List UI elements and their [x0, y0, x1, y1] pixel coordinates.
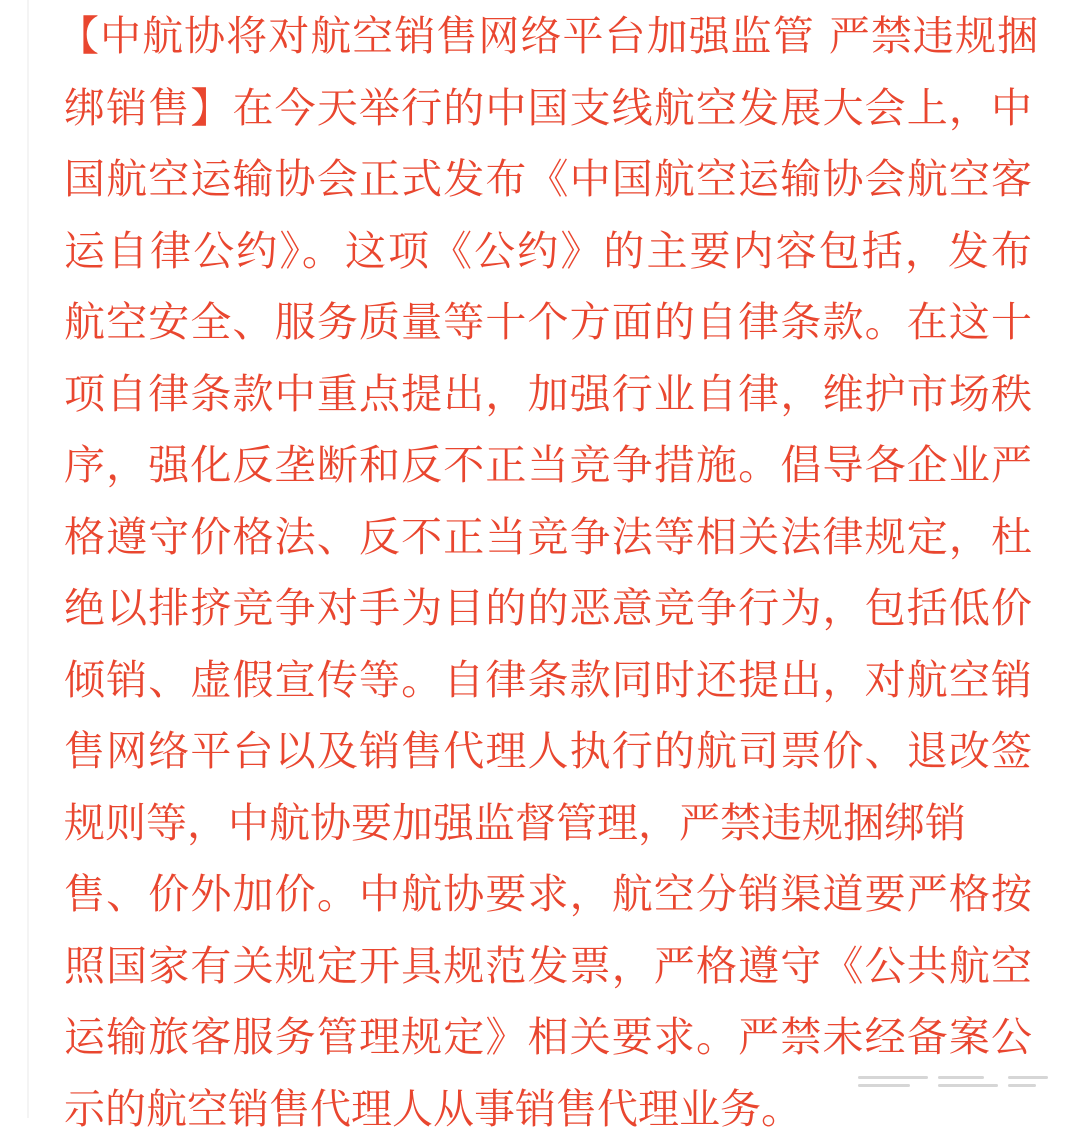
article-line-6: 项自律条款中重点提出，加强行业自律，维护市场秩 [64, 358, 1032, 430]
article-line-9: 绝以排挤竞争对手为目的的恶意竞争行为，包括低价 [64, 572, 1032, 644]
article-line-8: 格遵守价格法、反不正当竞争法等相关法律规定，杜 [64, 501, 1032, 573]
watermark-bars-icon-3 [1008, 1076, 1048, 1087]
article-line-14: 照国家有关规定开具规范发票，严格遵守《公共航空 [64, 930, 1032, 1002]
article-body [64, 0, 1032, 1144]
article-line-2: 绑销售】在今天举行的中国支线航空发展大会上，中 [64, 72, 1032, 144]
watermark-bars-icon [858, 1076, 928, 1087]
watermark-bars-icon-2 [938, 1076, 998, 1087]
article-line-5: 航空安全、服务质量等十个方面的自律条款。在这十 [64, 286, 1032, 358]
article-line-11: 售网络平台以及销售代理人执行的航司票价、退改签 [64, 715, 1032, 787]
article-line-15: 运输旅客服务管理规定》相关要求。严禁未经备案公 [64, 1001, 1032, 1073]
article-line-16: 示的航空销售代理人从事销售代理业务。 [64, 1073, 1032, 1144]
article-line-7: 序，强化反垄断和反不正当竞争措施。倡导各企业严 [64, 429, 1032, 501]
article-line-3: 国航空运输协会正式发布《中国航空运输协会航空客 [64, 143, 1032, 215]
article-line-4: 运自律公约》。这项《公约》的主要内容包括，发布 [64, 215, 1032, 287]
article-line-10: 倾销、虚假宣传等。自律条款同时还提出，对航空销 [64, 644, 1032, 716]
left-margin-rule [27, 0, 29, 1118]
platform-watermark-icon [858, 1068, 1058, 1094]
article-line-13: 售、价外加价。中航协要求，航空分销渠道要严格按 [64, 858, 1032, 930]
article-line-12: 规则等，中航协要加强监督管理，严禁违规捆绑销 [64, 787, 1032, 859]
article-line-1: 【中航协将对航空销售网络平台加强监管 严禁违规捆 [58, 0, 1038, 72]
